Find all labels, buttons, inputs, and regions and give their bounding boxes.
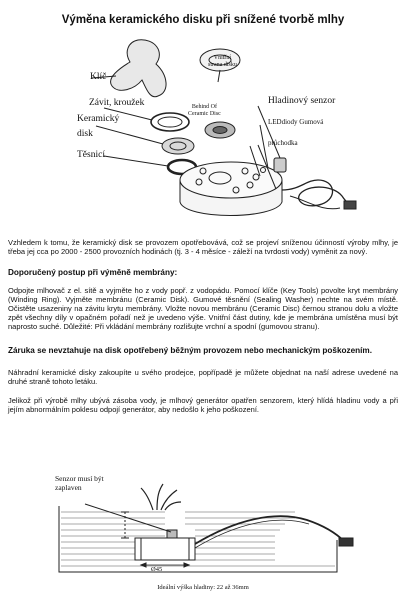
label-behind-disc: Behind Of Ceramic Disc <box>188 104 221 117</box>
label-sensor-submerged: Senzor musí být zaplaven <box>55 474 104 492</box>
figure-caption: Ideální výška hladiny: 22 až 36mm <box>157 584 249 591</box>
water-container <box>59 506 337 572</box>
label-ceramic: Keramický <box>77 114 120 124</box>
mist-spray <box>141 484 181 510</box>
page-title: Výměna keramického disku při snížené tvorbě mlhy <box>61 14 345 26</box>
label-grommet: průchodka <box>268 139 298 147</box>
heading-procedure: Doporučený postup při výměně membrány: <box>8 268 178 277</box>
water-level-figure <box>45 474 365 582</box>
plug <box>339 538 353 546</box>
water-level-drawing <box>45 480 365 582</box>
label-key: Klíč <box>90 72 107 82</box>
winding-ring <box>151 113 189 131</box>
submerged-unit <box>135 538 195 560</box>
label-thread-ring: Závit, kroužek <box>89 98 145 108</box>
level-sensor <box>274 158 286 172</box>
paragraph-spare-discs: Náhradní keramické disky zakoupíte u svého prodejce, popřípadě je můžete objednat na naší adrese uvedené na druhé straně tohoto letáku. <box>8 368 398 386</box>
heading-warranty: Záruka se nevztahuje na disk opotřebený běžným provozem nebo mechanickým poškozením. <box>8 346 372 355</box>
label-diameter: Ø45 <box>151 566 163 573</box>
paragraph-sensor: Jelikož při výrobě mlhy ubývá zásoba vody, je mlhový generátor opatřen senzorem, který hlídá hladinu vody a při jejím abnormálním poklesu odpojí generátor, aby nedošlo k jeho poškození. <box>8 396 398 414</box>
label-inner-side: Vnitřní strana disku <box>208 55 237 68</box>
label-level-sensor: Hladinový senzor <box>268 96 336 106</box>
exploded-view-figure <box>60 30 360 225</box>
paragraph-intro: Vzhledem k tomu, že keramický disk se provozem opotřebovává, což se projeví sníženou účinností výroby mlhy, je třeba jej cca po 2000 - 2500 provozních hodinách (tj. 3 - 4 měsíce - záleží na tvrdosti vody) vyměnit za nový. <box>8 238 398 256</box>
label-disc: disk <box>77 129 93 139</box>
paragraph-procedure: Odpojte mlhovač z el. sítě a vyjměte ho z vody popř. z vodopádu. Pomocí klíče (Key Tools) povolte kryt membrány (Winding Ring). Vyjměte membránu (Ceramic Disk). Gumové těsnění (Sealing Washer) nechte na svém místě. Očistěte usazeniny na závitu krytu membrány. Vložte novou membránu (Ceramic Disc) černou stranou dolu a vložte zpět všechny díly v opačném pořadí než je uvedeno výše. Vnitřní část dutiny, kde je membrána umístěna musí být naprosto suché. Důležité: Při vkládání membrány rozlišujte vrchní a spodní (gumovou stranu). <box>8 286 398 331</box>
key-tool-shape <box>111 40 167 97</box>
ceramic-disc <box>162 138 194 154</box>
label-led: LEDdiody Gumová <box>268 118 324 126</box>
label-sealing: Těsnicí <box>77 150 105 160</box>
cable-plug <box>344 201 356 209</box>
